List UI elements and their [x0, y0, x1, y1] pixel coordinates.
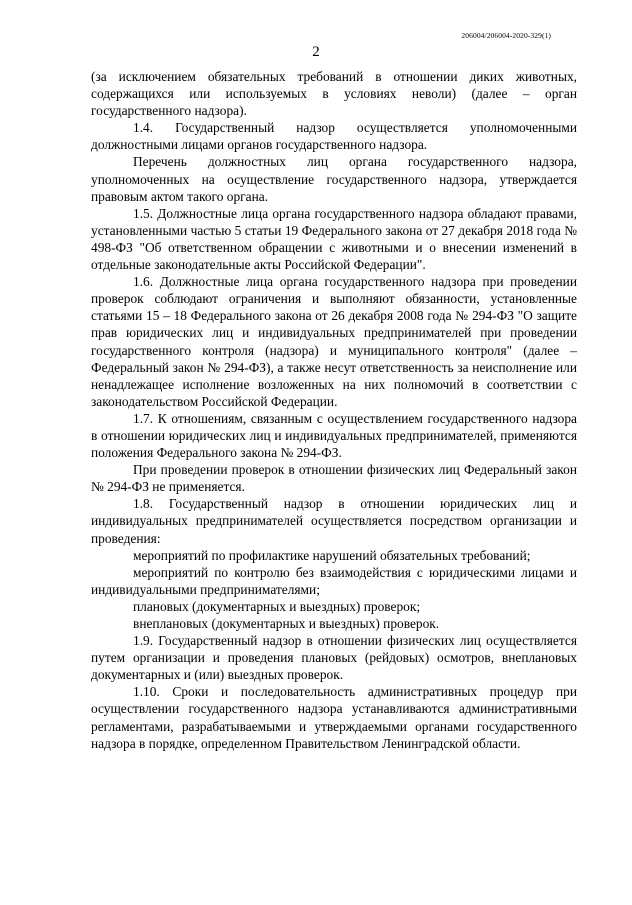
document-id: 206004/206004-2020-329(1) [461, 31, 551, 40]
paragraph-1-5: 1.5. Должностные лица органа государственного надзора обладают правами, установленными частью 5 статьи 19 Федерального закона от 27 декабря 2018 года № 498-ФЗ "Об ответственном обращении с животными и о внесении изменений в отдельные законодательные акты Российской Федерации". [91, 205, 577, 273]
paragraph-1-8: 1.8. Государственный надзор в отношении юридических лиц и индивидуальных предпринимателей осуществляется посредством организации и проведения: [91, 496, 577, 546]
list-item-unplanned-inspections: внеплановых (документарных и выездных) проверок. [133, 616, 440, 631]
paragraph-officials-list: Перечень должностных лиц органа государственного надзора, уполномоченных на осуществление государственного надзора, утверждается правовым актом такого органа. [91, 154, 577, 204]
list-item-prevention: мероприятий по профилактике нарушений обязательных требований; [133, 547, 531, 563]
paragraph-1-6: 1.6. Должностные лица органа государственного надзора при проведении проверок соблюдают ограничения и выполняют обязанности, установленные статьями 15 – 18 Федерального закона от 26 декабря 2008 года № 294-ФЗ "О защите прав юридических лиц и индивидуальных предпринимателей при проведении государственного контроля (надзора) и муниципального контроля" (далее – Федеральный закон № 294-ФЗ), а также несут ответственность за неисполнение или ненадлежащее исполнение возложенных на них полномочий в соответствии с законодательством Российской Федерации. [91, 274, 577, 409]
paragraph-1-4: 1.4. Государственный надзор осуществляется уполномоченными должностными лицами органов государственного надзора. [91, 120, 577, 153]
list-item-planned-inspections: плановых (документарных и выездных) проверок; [133, 598, 421, 614]
list-item-no-interaction-control: мероприятий по контролю без взаимодействия с юридическими лицами и индивидуальными предпринимателями; [91, 564, 577, 597]
paragraph-individuals-exemption: При проведении проверок в отношении физических лиц Федеральный закон № 294-ФЗ не применяется. [91, 462, 577, 495]
paragraph-1-10: 1.10. Сроки и последовательность административных процедур при осуществлении государственного надзора устанавливаются административными регламентами, разрабатываемыми и утверждаемыми органами государственного надзора в порядке, определенном Правительством Ленинградской области. [91, 684, 577, 751]
paragraph-1-9: 1.9. Государственный надзор в отношении физических лиц осуществляется путем организации и проведения плановых (рейдовых) осмотров, внеплановых документарных и (или) выездных проверок. [91, 633, 577, 683]
page-number: 2 [312, 44, 320, 60]
paragraph-1-7: 1.7. К отношениям, связанным с осуществлением государственного надзора в отношении юридических лиц и индивидуальных предпринимателей, применяются положения Федерального закона № 294-ФЗ. [91, 410, 577, 461]
document-body [91, 68, 577, 752]
paragraph-continuation: (за исключением обязательных требований в отношении диких животных, содержащихся или используемых в условиях неволи) (далее – орган государственного надзора). [91, 69, 577, 119]
